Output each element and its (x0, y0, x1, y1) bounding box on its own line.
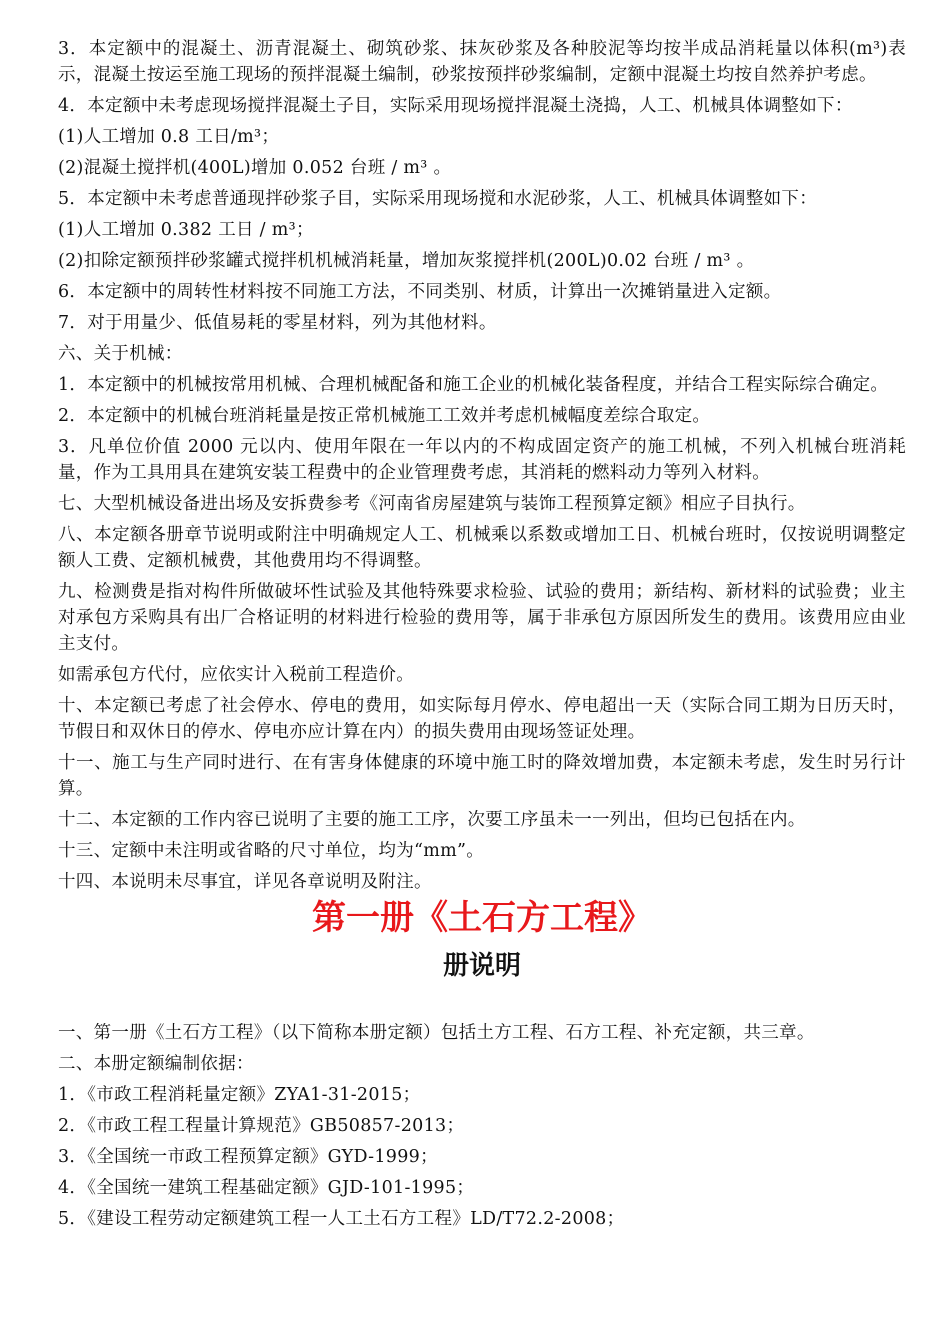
volume-notes-section (58, 1020, 906, 1232)
paragraph: (1)人工增加 0.382 工日 / m³； (58, 220, 314, 240)
paragraph: 十一、施工与生产同时进行、在有害身体健康的环境中施工时的降效增加费，本定额未考虑，发生时另行计算。 (58, 753, 906, 799)
paragraph: 十三、定额中未注明或省略的尺寸单位，均为“mm”。 (58, 841, 485, 861)
general-notes-section (58, 36, 906, 895)
paragraph: (2)混凝土搅拌机(400L)增加 0.052 台班 / m³ 。 (58, 158, 452, 178)
list-item: 5．《建设工程劳动定额建筑工程一人工土石方工程》LD/T72.2-2008； (58, 1209, 625, 1229)
paragraph: 九、检测费是指对构件所做破坏性试验及其他特殊要求检验、试验的费用；新结构、新材料的试验费；业主对承包方采购具有出厂合格证明的材料进行检验的费用等，属于非承包方原因所发生的费用。该费用应由业主支付。 (58, 582, 906, 654)
list-item: 1．《市政工程消耗量定额》ZYA1-31-2015； (58, 1085, 421, 1105)
paragraph: 1．本定额中的机械按常用机械、合理机械配备和施工企业的机械化装备程度，并结合工程实际综合确定。 (58, 375, 889, 395)
list-item: 3．《全国统一市政工程预算定额》GYD-1999； (58, 1147, 438, 1167)
section-heading: 二、本册定额编制依据： (58, 1054, 254, 1074)
section-heading: 六、关于机械： (58, 344, 183, 364)
volume-subtitle: 册说明 (442, 951, 521, 981)
paragraph: 一、第一册《土石方工程》（以下简称本册定额）包括土方工程、石方工程、补充定额，共三章。 (58, 1023, 815, 1043)
list-item: 4．《全国统一建筑工程基础定额》GJD-101-1995； (58, 1178, 475, 1198)
paragraph: 5．本定额中未考虑普通现拌砂浆子目，实际采用现场搅和水泥砂浆，人工、机械具体调整如下： (58, 189, 818, 209)
volume-title: 第一册《土石方工程》 (312, 898, 652, 938)
paragraph: 2．本定额中的机械台班消耗量是按正常机械施工工效并考虑机械幅度差综合取定。 (58, 406, 711, 426)
paragraph: 7．对于用量少、低值易耗的零星材料，列为其他材料。 (58, 313, 497, 333)
paragraph: 4．本定额中未考虑现场搅拌混凝土子目，实际采用现场搅拌混凝土浇捣，人工、机械具体调整如下： (58, 96, 853, 116)
paragraph: 3．凡单位价值 2000 元以内、使用年限在一年以内的不构成固定资产的施工机械，不列入机械台班消耗量，作为工具用具在建筑安装工程费中的企业管理费考虑，其消耗的燃料动力等列入材料。 (58, 437, 906, 483)
paragraph: (2)扣除定额预拌砂浆罐式搅拌机机械消耗量，增加灰浆搅拌机(200L)0.02 台班 / m³ 。 (58, 251, 755, 271)
list-item: 2．《市政工程工程量计算规范》GB50857-2013； (58, 1116, 465, 1136)
paragraph: 七、大型机械设备进出场及安拆费参考《河南省房屋建筑与装饰工程预算定额》相应子目执行。 (58, 494, 806, 514)
paragraph: 3．本定额中的混凝土、沥青混凝土、砌筑砂浆、抹灰砂浆及各种胶泥等均按半成品消耗量以体积(m³)表示，混凝土按运至施工现场的预拌混凝土编制，砂浆按预拌砂浆编制，定额中混凝土均按自然养护考虑。 (58, 39, 906, 85)
paragraph: 八、本定额各册章节说明或附注中明确规定人工、机械乘以系数或增加工日、机械台班时，仅按说明调整定额人工费、定额机械费，其他费用均不得调整。 (58, 525, 906, 571)
paragraph: (1)人工增加 0.8 工日/m³； (58, 127, 280, 147)
paragraph: 十二、本定额的工作内容已说明了主要的施工工序，次要工序虽未一一列出，但均已包括在内。 (58, 810, 806, 830)
paragraph: 十四、本说明未尽事宜，详见各章说明及附注。 (58, 872, 432, 892)
document-page (58, 36, 906, 1237)
paragraph: 十、本定额已考虑了社会停水、停电的费用，如实际每月停水、停电超出一天（实际合同工期为日历天时，节假日和双休日的停水、停电亦应计算在内）的损失费用由现场签证处理。 (58, 696, 906, 742)
paragraph: 6．本定额中的周转性材料按不同施工方法，不同类别、材质，计算出一次摊销量进入定额。 (58, 282, 782, 302)
paragraph: 如需承包方代付，应依实计入税前工程造价。 (58, 665, 414, 685)
